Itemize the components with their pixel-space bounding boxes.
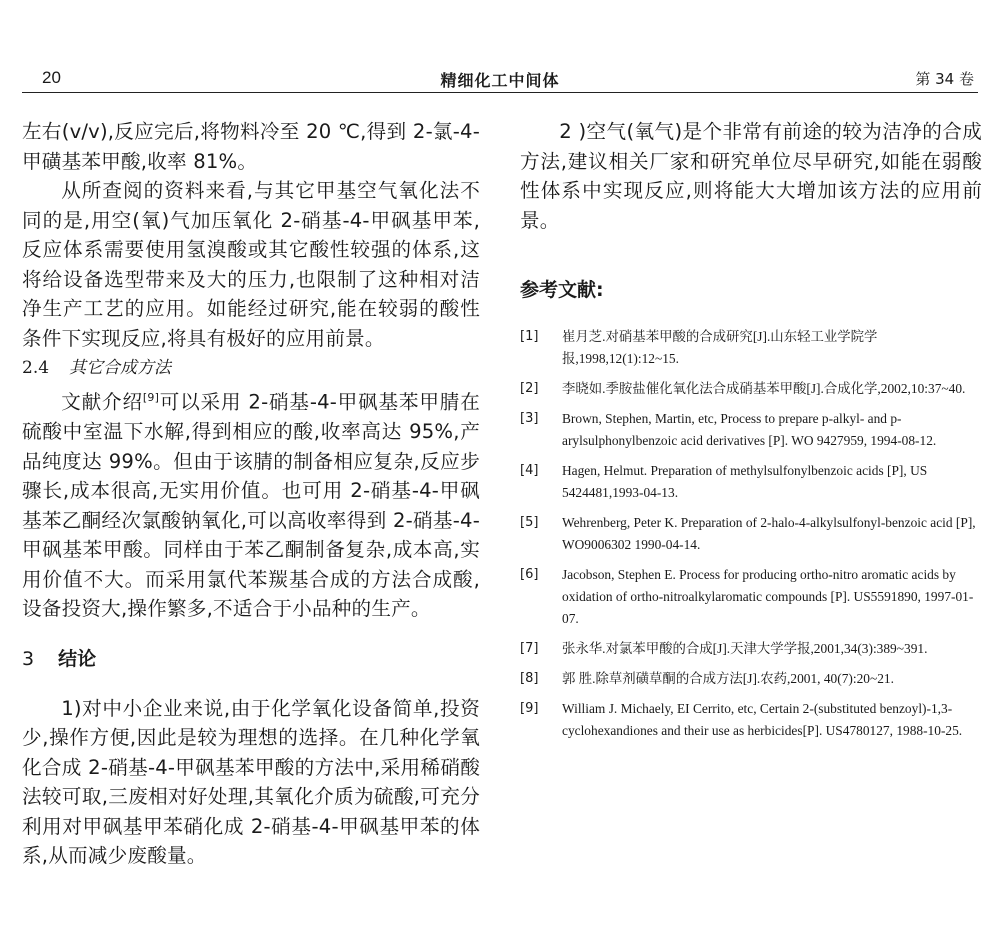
reference-item	[520, 378, 982, 400]
reference-item	[520, 326, 982, 370]
reference-item	[520, 408, 982, 452]
page-number: 20	[42, 68, 61, 87]
reference-text: 张永华.对氯苯甲酸的合成[J].天津大学学报,2001,34(3):389~391.	[562, 641, 928, 656]
reference-text: William J. Michaely, EI Cerrito, etc, Certain 2-(substituted benzoyl)-1,3-cyclohexandiones and their use as herbicides[P]. US4780127, 1988-10-25.	[562, 701, 963, 738]
paragraph-text: 文献介绍	[61, 390, 143, 414]
reference-text: 李晓如.季胺盐催化氧化法合成硝基苯甲酸[J].合成化学,2002,10:37~40.	[562, 381, 966, 396]
citation-marker: [9]	[142, 391, 160, 404]
reference-text: 崔月芝.对硝基苯甲酸的合成研究[J].山东轻工业学院学报,1998,12(1):12~15.	[562, 329, 878, 366]
section-heading-2-4	[22, 353, 480, 383]
references-heading: 参考文献:	[520, 279, 604, 301]
section-title: 其它合成方法	[69, 358, 172, 378]
paragraph-continuation: 左右(v/v),反应完后,将物料冷至 20 ℃,得到 2-氯-4-甲磺基苯甲酸,收率 81%。	[22, 120, 480, 173]
page-header	[22, 62, 978, 93]
reference-text: 郭 胜.除草剂磺草酮的合成方法[J].农药,2001, 40(7):20~21.	[562, 671, 894, 686]
reference-number: [2]	[520, 381, 539, 396]
section-number: 3	[22, 647, 35, 670]
reference-item	[520, 668, 982, 690]
reference-item	[520, 638, 982, 660]
section-number: 2.4	[22, 358, 50, 378]
reference-number: [9]	[520, 701, 539, 716]
reference-item	[520, 564, 982, 630]
journal-title: 精细化工中间体	[440, 71, 560, 90]
reference-text: Hagen, Helmut. Preparation of methylsulfonylbenzoic acids [P], US 5424481,1993-04-13.	[562, 463, 928, 500]
reference-number: [7]	[520, 641, 539, 656]
right-column	[520, 117, 982, 750]
paragraph-text: 可以采用 2-硝基-4-甲砜基苯甲腈在硫酸中室温下水解,得到相应的酸,收率高达 95%,产品纯度达 99%。但由于该腈的制备相应复杂,反应步骤长,成本很高,无实用价值。也可用 2-硝基-4-甲砜基苯乙酮经次氯酸钠氧化,可以高收率得到 2-硝基-4-甲砜基苯甲酸。同样由于苯乙酮制备复杂,成本高,实用价值不大。而采用氯代苯羰基合成的方法合成酸,设备投资大,操作繁多,不适合于小品种的生产。	[22, 390, 480, 621]
volume-label: 第 34 卷	[915, 70, 974, 88]
reference-item	[520, 460, 982, 504]
paragraph-conclusion-1: 1)对中小企业来说,由于化学氧化设备简单,投资少,操作方便,因此是较为理想的选择。在几种化学氧化合成 2-硝基-4-甲砜基苯甲酸的方法中,采用稀硝酸法较可取,三废相对好处理,其氧化介质为硫酸,可充分利用对甲砜基甲苯硝化成 2-硝基-4-甲砜基甲苯的体系,从而减少废酸量。	[22, 696, 480, 868]
reference-item	[520, 512, 982, 556]
reference-text: Jacobson, Stephen E. Process for producing ortho-nitro aromatic acids by oxidation of ortho-nitroalkylaromatic compounds [P]. US5591890, 1997-01-07.	[562, 567, 974, 626]
paragraph-conclusion-2: 2 )空气(氧气)是个非常有前途的较为洁净的合成方法,建议相关厂家和研究单位尽早研究,如能在弱酸性体系中实现反应,则将能大大增加该方法的应用前景。	[520, 120, 982, 232]
reference-number: [4]	[520, 463, 539, 478]
section-heading-3	[22, 644, 480, 674]
reference-item	[520, 698, 982, 742]
paragraph-air-oxidation: 从所查阅的资料来看,与其它甲基空气氧化法不同的是,用空(氧)气加压氧化 2-硝基-4-甲砜基甲苯,反应体系需要使用氢溴酸或其它酸性较强的体系,这将给设备选型带来及大的压力,也限制了这种相对洁净生产工艺的应用。如能经过研究,能在较弱的酸性条件下实现反应,将具有极好的应用前景。	[22, 179, 480, 350]
reference-number: [1]	[520, 329, 539, 344]
reference-number: [5]	[520, 515, 539, 530]
paragraph-other-methods	[22, 383, 480, 624]
reference-list	[520, 326, 982, 742]
left-column	[22, 117, 480, 871]
reference-number: [6]	[520, 567, 539, 582]
reference-number: [3]	[520, 411, 539, 426]
reference-text: Wehrenberg, Peter K. Preparation of 2-halo-4-alkylsulfonyl-benzoic acid [P], WO9006302 1990-04-14.	[562, 515, 976, 552]
reference-number: [8]	[520, 671, 539, 686]
section-title: 结论	[58, 647, 97, 670]
reference-text: Brown, Stephen, Martin, etc, Process to prepare p-alkyl- and p-arylsulphonylbenzoic acid derivatives [P]. WO 9427959, 1994-08-12.	[562, 411, 937, 448]
